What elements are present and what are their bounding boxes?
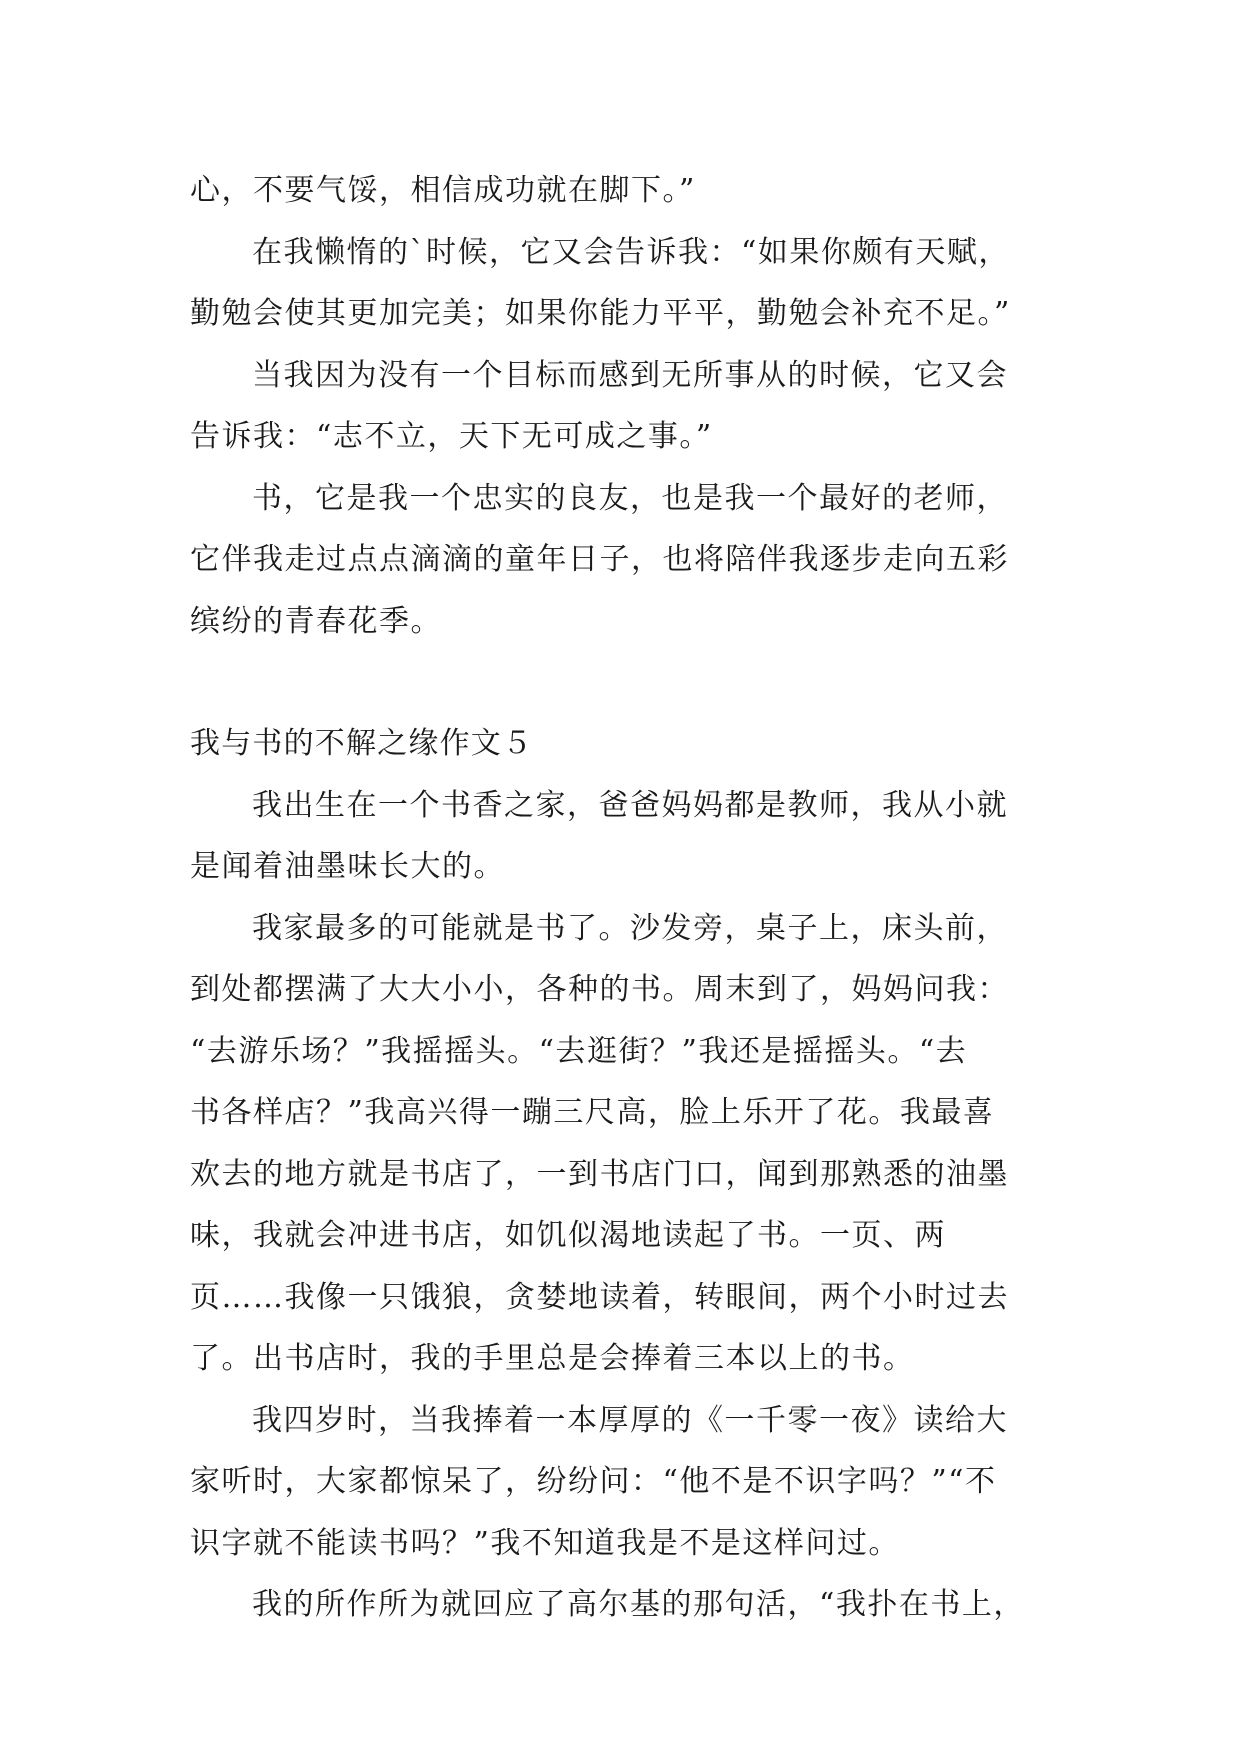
paragraph-line: 书，它是我一个忠实的良友，也是我一个最好的老师，: [252, 480, 1008, 516]
paragraph-line: 了。出书店时，我的手里总是会捧着三本以上的书。: [190, 1341, 915, 1376]
section-heading: 我与书的不解之缘作文５: [190, 726, 534, 761]
paragraph-line: 当我因为没有一个目标而感到无所事从的时候，它又会: [252, 357, 1008, 393]
paragraph-line: 它伴我走过点点滴滴的童年日子，也将陪伴我逐步走向五彩: [190, 542, 1009, 577]
paragraph-line: 欢去的地方就是书店了，一到书店门口，闻到那熟悉的油墨: [190, 1156, 1009, 1192]
section-gap: [190, 652, 1070, 713]
paragraph-line: 勤勉会使其更加完美；如果你能力平平，勤勉会补充不足。”: [190, 296, 1011, 331]
paragraph-line: 书各样店？”我高兴得一蹦三尺高，脸上乐开了花。我最喜: [190, 1095, 995, 1130]
paragraph-line: 识字就不能读书吗？”我不知道我是不是这样问过。: [190, 1525, 900, 1561]
document-body: [190, 160, 1070, 1636]
paragraph-line: “去游乐场？”我摇摇头。“去逛街？”我还是摇摇头。“去: [190, 1033, 968, 1069]
paragraph-line: 味，我就会冲进书店，如饥似渴地读起了书。一页、两: [190, 1218, 946, 1253]
paragraph-line: 家听时，大家都惊呆了，纷纷问：“他不是不识字吗？”“不: [190, 1464, 997, 1499]
paragraph-line: 在我懒惰的`时候，它又会告诉我：“如果你颇有天赋，: [252, 234, 1010, 270]
paragraph-line: 到处都摆满了大大小小，各种的书。周末到了，妈妈问我：: [190, 972, 1009, 1007]
paragraph-line: 我家最多的可能就是书了。沙发旁，桌子上，床头前，: [252, 910, 1008, 946]
paragraph-line: 页……我像一只饿狼，贪婪地读着，转眼间，两个小时过去: [190, 1279, 1009, 1315]
paragraph-line: 缤纷的青春花季。: [190, 603, 442, 639]
paragraph-line: 告诉我：“志不立，天下无可成之事。”: [190, 419, 713, 454]
paragraph-line: 是闻着油墨味长大的。: [190, 849, 505, 884]
paragraph-line: 我出生在一个书香之家，爸爸妈妈都是教师，我从小就: [252, 787, 1008, 823]
paragraph-line: 心，不要气馁，相信成功就在脚下。”: [190, 173, 696, 208]
paragraph-line: 我的所作所为就回应了高尔基的那句活，“我扑在书上，: [252, 1587, 1025, 1622]
paragraph-line: 我四岁时，当我捧着一本厚厚的《一千零一夜》读给大: [252, 1402, 1008, 1438]
